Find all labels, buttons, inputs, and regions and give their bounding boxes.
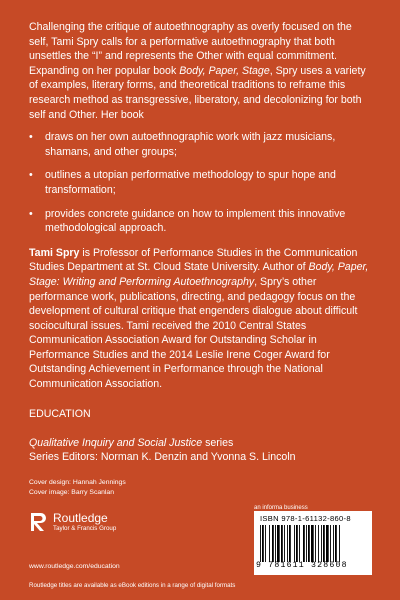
publisher-name: Routledge (53, 511, 108, 525)
series-suffix: series (202, 436, 234, 449)
publisher-url: www.routledge.com/education (29, 563, 120, 570)
cover-text (29, 20, 374, 465)
bio-book-title: Body, Paper, Stage: Writing and Performing Autoethnography (29, 261, 369, 288)
series-name: Qualitative Inquiry and Social Justice (29, 436, 203, 449)
list-item (29, 130, 374, 159)
cover-design-credit: Cover design: Hannah Jennings (29, 479, 126, 486)
list-item (29, 168, 374, 197)
barcode-icon (258, 525, 368, 562)
ebook-note: Routledge titles are available as eBook editions in a range of digital formats (29, 582, 236, 589)
intro-paragraph (29, 20, 374, 122)
list-item (29, 207, 374, 236)
barcode-digits: 9 781611 328608 (256, 561, 348, 570)
intro-text-1: Challenging the critique of autoethnography as overly focused on the self, Tami Spry calls for a performative autoethnography that both unsettles the “I” and represents the Other with equal commitment. Expanding on her popular book (29, 21, 352, 77)
author-name: Tami Spry (29, 246, 80, 259)
series-title (29, 436, 374, 451)
bullet-icon: • (29, 131, 33, 144)
intro-text-2: , Spry uses a variety of examples, literary forms, and theoretical traditions to reframe this research method as transgressive, liberatory, and decolonizing for both self and Other. Her book (29, 64, 366, 121)
routledge-logo-icon (29, 511, 47, 533)
feature-list (29, 130, 374, 236)
list-item-text: outlines a utopian performative methodology to spur hope and transformation; (45, 169, 336, 196)
intro-book-title: Body, Paper, Stage (179, 64, 270, 77)
list-item-text: draws on her own autoethnographic work with jazz musicians, shamans, and other groups; (45, 131, 336, 158)
list-item-text: provides concrete guidance on how to implement this innovative methodological approach. (45, 207, 346, 235)
author-bio (29, 246, 374, 392)
bio-text-1: is Professor of Performance Studies in the Communication Studies Department at St. Cloud State University. Author of (29, 246, 358, 274)
isbn-label: ISBN 978-1-61132-860-8 (260, 514, 351, 523)
series-editors: Series Editors: Norman K. Denzin and Yvonna S. Lincoln (29, 451, 296, 464)
cover-image-credit: Cover image: Barry Scanlan (29, 488, 114, 496)
bio-text-2: , Spry’s other performance work, publications, directing, and pedagogy focus on the development of cultural critique that engenders dialogue about difficult sociocultural issues. Tami received the 2010 Central States Communication Association Award for Outstanding Scholar in Performance Studies and the 2014 Leslie Irene Coger Award for Outstanding Achievement in Performance through the National Communication Association. (29, 275, 358, 391)
cover-credits (29, 478, 126, 497)
barcode-panel (254, 511, 372, 575)
series-info (29, 436, 374, 465)
publisher-logo (29, 511, 116, 533)
bullet-icon: • (29, 169, 33, 182)
publisher-group: Taylor & Francis Group (53, 525, 117, 532)
bullet-icon: • (29, 207, 33, 220)
informa-note: an informa business (254, 505, 308, 511)
subject-category: EDUCATION (29, 407, 91, 420)
